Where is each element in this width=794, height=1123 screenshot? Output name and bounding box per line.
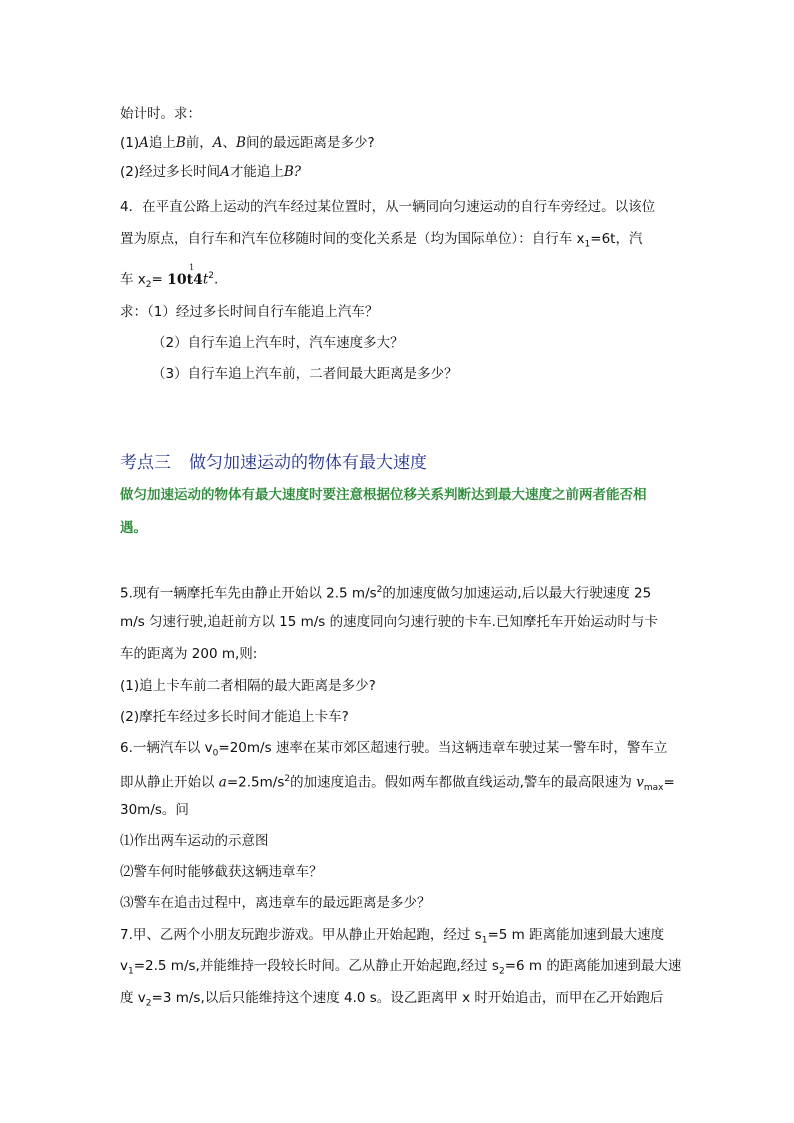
question-4-formula-line: 车 $x_2=$ 1 $10t4t^2$. (120, 262, 219, 291)
question-4-ask-2: （2）自行车追上汽车时，汽车速度多大？ (152, 335, 404, 351)
fraction-formula: 1 10t4 (167, 262, 203, 288)
question-6-part-1: ⑴作出两车运动的示意图 (120, 833, 269, 849)
question-4-line-2: 置为原点，自行车和汽车位移随时间的变化关系是（均为国际单位）：自行车 $x_1=6t$，汽 (120, 231, 643, 250)
question-6-part-2: ⑵警车何时能够截获这辆违章车？ (120, 864, 323, 880)
question-6-part-3: ⑶警车在追击过程中，离违章车的最远距离是多少？ (120, 895, 431, 911)
question-4-line-1: 4．在平直公路上运动的汽车经过某位置时，从一辆同向匀速运动的自行车旁经过。以该位 (120, 199, 656, 215)
question-3-part-1: (1)A追上B前，A、B间的最远距离是多少? (120, 135, 375, 151)
section-note-line-2: 遇。 (120, 520, 147, 536)
question-6-line-2: 即从静止开始以 $a=2.5m/s^2$的加速度追击。假如两车都做直线运动,警车的最高限速为 $v_{max}=$ (120, 774, 675, 794)
question-6-line-1: 6.一辆汽车以 $v_0=20m/s$ 速率在某市郊区超速行驶。当这辆违章车驶过某一警车时，警车立 (120, 740, 668, 759)
question-4-ask-3: （3）自行车追上汽车前，二者间最大距离是多少？ (152, 366, 458, 382)
question-3-part-2: (2)经过多长时间A才能追上B? (120, 164, 302, 180)
section-note-line-1: 做匀加速运动的物体有最大速度时要注意根据位移关系判断达到最大速度之前两者能否相 (120, 487, 647, 503)
question-5-line-2: m/s 匀速行驶,追赶前方以 15 m/s 的速度同向匀速行驶的卡车.已知摩托车开始运动时与卡 (120, 614, 658, 630)
question-4-ask-1: 求：（1）经过多长时间自行车能追上汽车？ (120, 304, 379, 320)
question-6-line-3: 30m/s。问 (120, 802, 189, 818)
question-7-line-2: $v_1=2.5$ m/s,并能维持一段较长时间。乙从静止开始起跑,经过 $s_2=6$ m 的距离能加速到最大速 (120, 958, 682, 977)
question-5-line-3: 车的距离为 200 m,则: (120, 646, 258, 662)
question-5-part-1: (1)追上卡车前二者相隔的最大距离是多少? (120, 678, 376, 694)
text-line: 始计时。求： (120, 106, 201, 122)
question-5-part-2: (2)摩托车经过多长时间才能追上卡车? (120, 709, 349, 725)
question-7-line-1: 7.甲、乙两个小朋友玩跑步游戏。甲从静止开始起跑，经过 $s_1=5$ m 距离能加速到最大速度 (120, 927, 665, 946)
question-5-line-1: 5.现有一辆摩托车先由静止开始以 2.5 $m/s^2$的加速度做匀加速运动,后以最大行驶速度 25 (120, 585, 652, 602)
section-heading: 考点三 做匀加速运动的物体有最大速度 (120, 453, 427, 473)
question-7-line-3: 度 $v_2=3$ m/s,以后只能维持这个速度 4.0 s。设乙距离甲 x 时开始追击，而甲在乙开始跑后 (120, 990, 664, 1009)
